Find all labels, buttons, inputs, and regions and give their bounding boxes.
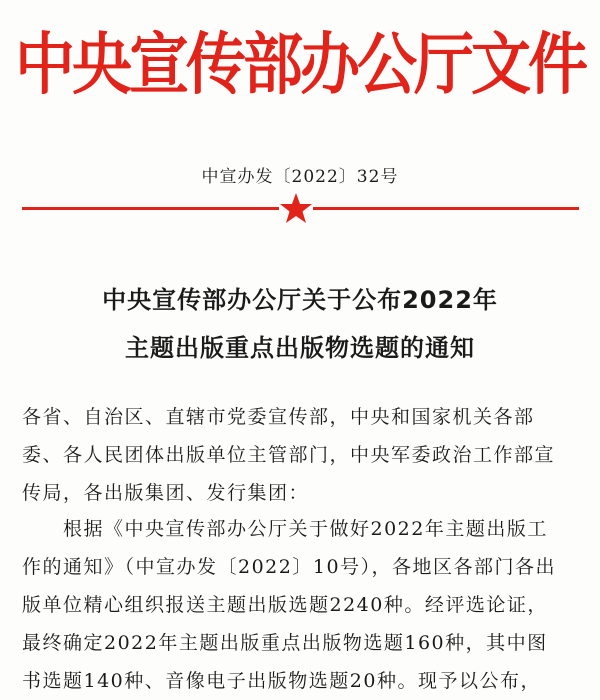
body-line: 委、各人民团体出版单位主管部门，中央军委政治工作部宣: [22, 444, 556, 466]
notice-title-line-2: 主题出版重点出版物选题的通知: [125, 334, 475, 362]
document-masthead: 中央宣传部办公厅文件: [15, 25, 585, 105]
red-rule-left: [22, 207, 279, 210]
red-rule-right: [313, 207, 579, 210]
body-line: 书选题140种、音像电子出版物选题20种。现予以公布，: [22, 670, 541, 692]
body-line: 传局，各出版集团、发行集团：: [22, 482, 310, 504]
document-number: 中宣办发〔2022〕32号: [201, 167, 399, 187]
body-line: 各省、自治区、直辖市党委宣传部，中央和国家机关各部: [22, 406, 535, 428]
notice-title-line-1: 中央宣传部办公厅关于公布2022年: [102, 286, 498, 314]
body-line: 最终确定2022年主题出版重点出版物选题160种，其中图: [22, 632, 548, 654]
red-star-icon: [279, 192, 313, 224]
body-paragraph: [22, 510, 582, 700]
body-line: 版单位精心组织报送主题出版选题2240种。经评选论证，: [22, 594, 548, 616]
body-line: 根据《中央宣传部办公厅关于做好2022年主题出版工: [63, 518, 548, 540]
addressee-paragraph: [22, 398, 582, 512]
body-line: 作的通知》（中宣办发〔2022〕10号），各地区各部门各出: [22, 556, 557, 578]
